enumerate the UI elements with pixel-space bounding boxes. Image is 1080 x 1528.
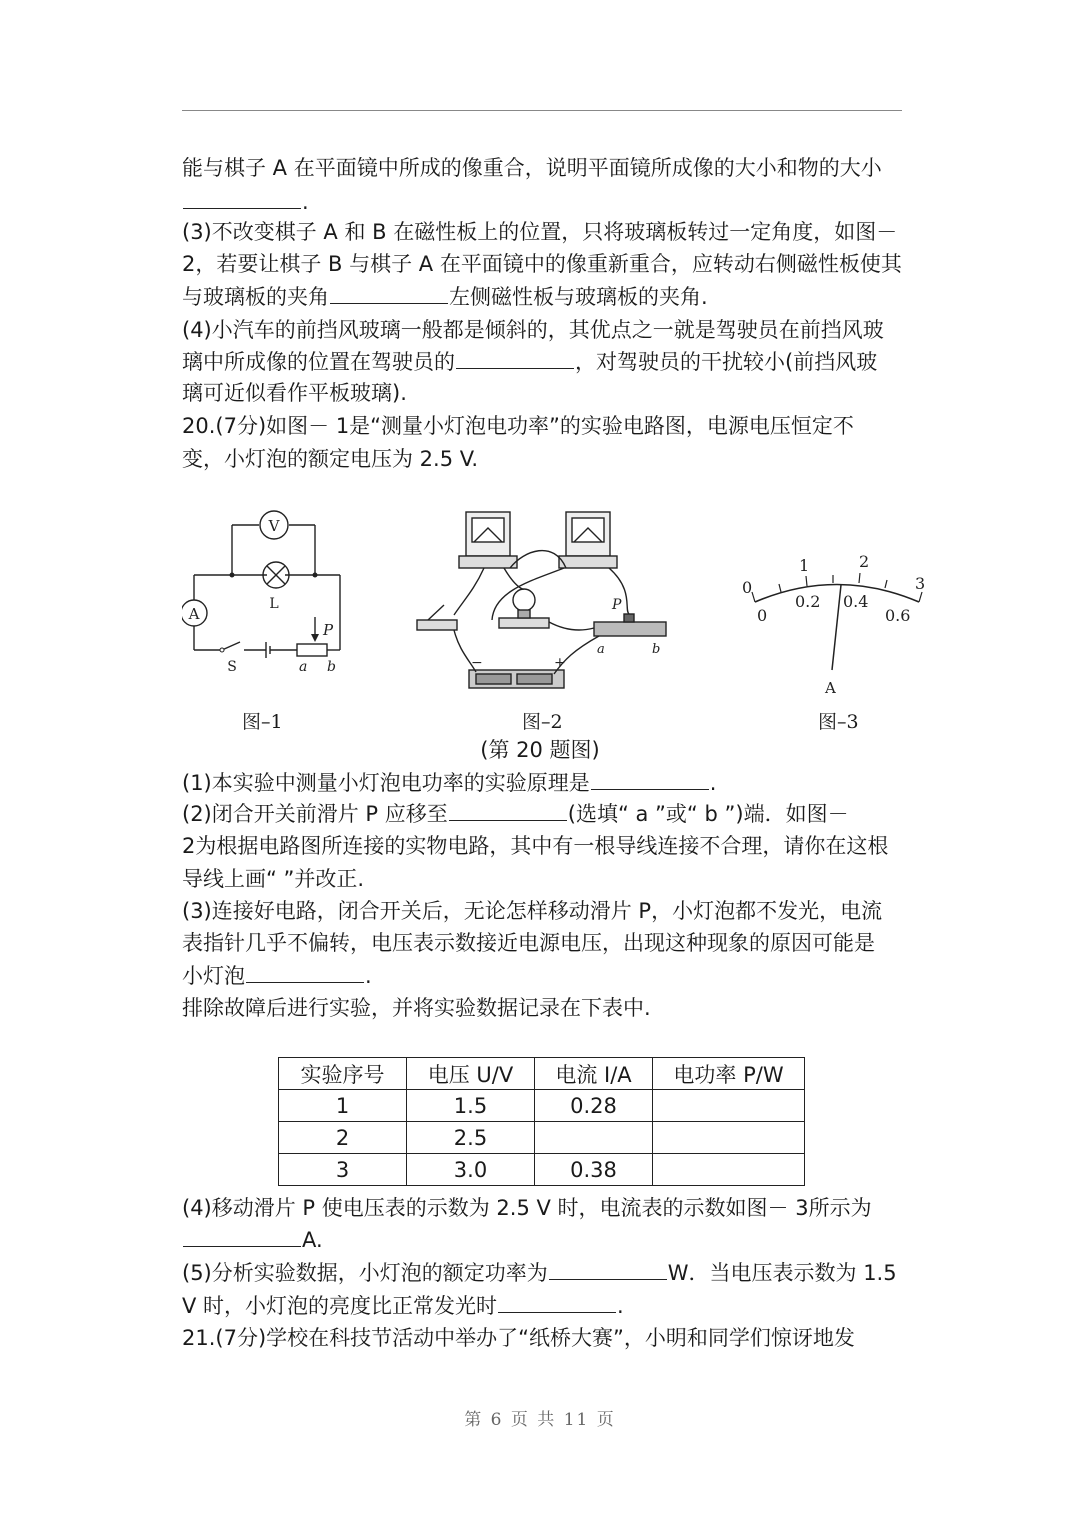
dial-tick-bottom: 0 (757, 606, 768, 625)
answer-blank[interactable] (549, 1259, 667, 1280)
switch-label: S (227, 659, 237, 675)
end-b-label: b (327, 659, 336, 675)
table-cell: 0.28 (535, 1090, 653, 1122)
page-footer: 第 6 页 共 11 页 (464, 1410, 616, 1430)
voltmeter-label: V (268, 517, 280, 535)
table-cell: 1.5 (407, 1090, 535, 1122)
table-cell[interactable] (653, 1122, 805, 1154)
part-4: (4)移动滑片 P 使电压表的示数为 2.5 V 时，电流表的示数如图－ 3所示为 (182, 1196, 872, 1220)
figures-area (182, 505, 926, 733)
table-row (279, 1122, 805, 1154)
table-cell: 0.38 (535, 1154, 653, 1186)
end-a-label: a (299, 659, 308, 675)
text-line: A. (182, 1224, 902, 1256)
table-cell[interactable] (535, 1122, 653, 1154)
table-cell: 2 (279, 1122, 407, 1154)
table-cell: 2.5 (407, 1122, 535, 1154)
question-21: 21.(7分)学校在科技节活动中举办了“纸桥大赛”，小明和同学们惊讶地发 (182, 1326, 855, 1350)
answer-blank[interactable] (591, 769, 709, 790)
table-cell[interactable] (653, 1154, 805, 1186)
answer-blank[interactable] (498, 1292, 616, 1313)
fig3-label: 图–3 (818, 711, 859, 733)
dial-tick-top: 3 (915, 574, 926, 593)
slider-label: P (323, 621, 334, 639)
text-line: 2为根据电路图所连接的实物电路，其中有一根导线连接不合理，请你在这根 (182, 834, 889, 858)
lamp-label: L (269, 596, 279, 612)
text-line: 导线上画“ ”并改正. (182, 867, 365, 891)
table-cell: 3 (279, 1154, 407, 1186)
question-3: (3)不改变棋子 A 和 B 在磁性板上的位置，只将玻璃板转过一定角度，如图－ (182, 220, 898, 244)
table-row (279, 1154, 805, 1186)
part-5: (5)分析实验数据，小灯泡的额定功率为 W．当电压表示数为 1.5 (182, 1261, 897, 1285)
circuit-diagram-fig1 (182, 505, 352, 675)
question-20: 20.(7分)如图－ 1是“测量小灯泡电功率”的实验电路图，电源电压恒定不 (182, 414, 854, 438)
text-line: 璃可近似看作平板玻璃). (182, 381, 407, 405)
dial-tick-bottom: 0.4 (843, 592, 869, 611)
dial-tick-bottom: 0.6 (885, 606, 911, 625)
text-line: 小灯泡 . (182, 964, 372, 988)
answer-blank[interactable] (183, 1226, 301, 1247)
table-header: 电压 U/V (407, 1058, 535, 1090)
dial-tick-top: 1 (799, 556, 810, 575)
physical-circuit-fig2 (414, 510, 674, 695)
negative-label: − (471, 655, 483, 671)
table-header-row (279, 1058, 805, 1090)
table-cell: 3.0 (407, 1154, 535, 1186)
fig1-label: 图–1 (242, 711, 283, 733)
positive-label: + (554, 655, 566, 671)
dial-unit: A (825, 679, 836, 697)
table-cell: 1 (279, 1090, 407, 1122)
text-line: 表指针几乎不偏转，电压表示数接近电源电压，出现这种现象的原因可能是 (182, 931, 875, 955)
ammeter-label: A (188, 605, 200, 623)
dial-tick-bottom: 0.2 (795, 592, 821, 611)
question-4: (4)小汽车的前挡风玻璃一般都是倾斜的，其优点之一就是驾驶员在前挡风玻 (182, 318, 884, 342)
data-table (278, 1057, 805, 1186)
part-3: (3)连接好电路，闭合开关后，无论怎样移动滑片 P，小灯泡都不发光，电流 (182, 899, 883, 923)
part-1: (1)本实验中测量小灯泡电功率的实验原理是 . (182, 771, 717, 795)
text-line: 2，若要让棋子 B 与棋子 A 在平面镜中的像重新重合，应转动右侧磁性板使其 (182, 252, 902, 276)
table-header: 实验序号 (279, 1058, 407, 1090)
text-line: 璃中所成像的位置在驾驶员的 ，对驾驶员的干扰较小(前挡风玻 (182, 350, 878, 374)
end-b-label: b (652, 642, 661, 657)
answer-blank[interactable] (456, 348, 574, 369)
text-line: 与玻璃板的夹角 左侧磁性板与玻璃板的夹角. (182, 285, 708, 309)
figure-caption: (第 20 题图) (480, 738, 600, 762)
answer-blank[interactable] (449, 800, 567, 821)
fig2-label: 图–2 (522, 711, 563, 733)
dial-tick-top: 0 (742, 578, 753, 597)
text-line: 变，小灯泡的额定电压为 2.5 V. (182, 447, 479, 471)
table-header: 电功率 P/W (653, 1058, 805, 1090)
ammeter-dial-fig3 (737, 545, 937, 730)
table-row (279, 1090, 805, 1122)
text-line: 排除故障后进行实验，并将实验数据记录在下表中. (182, 996, 651, 1020)
slider-label: P (612, 597, 622, 613)
answer-blank[interactable] (330, 283, 448, 304)
table-cell[interactable] (653, 1090, 805, 1122)
text-line: 能与棋子 A 在平面镜中所成的像重合，说明平面镜所成像的大小和物的大小 (182, 156, 882, 180)
header-rule (182, 110, 902, 111)
end-a-label: a (597, 642, 605, 657)
text-line: . (182, 186, 902, 218)
text-line: V 时，小灯泡的亮度比正常发光时 . (182, 1294, 624, 1318)
dial-tick-top: 2 (859, 552, 870, 571)
answer-blank[interactable] (183, 188, 301, 209)
answer-blank[interactable] (246, 962, 364, 983)
table-header: 电流 I/A (535, 1058, 653, 1090)
part-2: (2)闭合开关前滑片 P 应移至 (选填“ a ”或“ b ”)端．如图－ (182, 802, 849, 826)
